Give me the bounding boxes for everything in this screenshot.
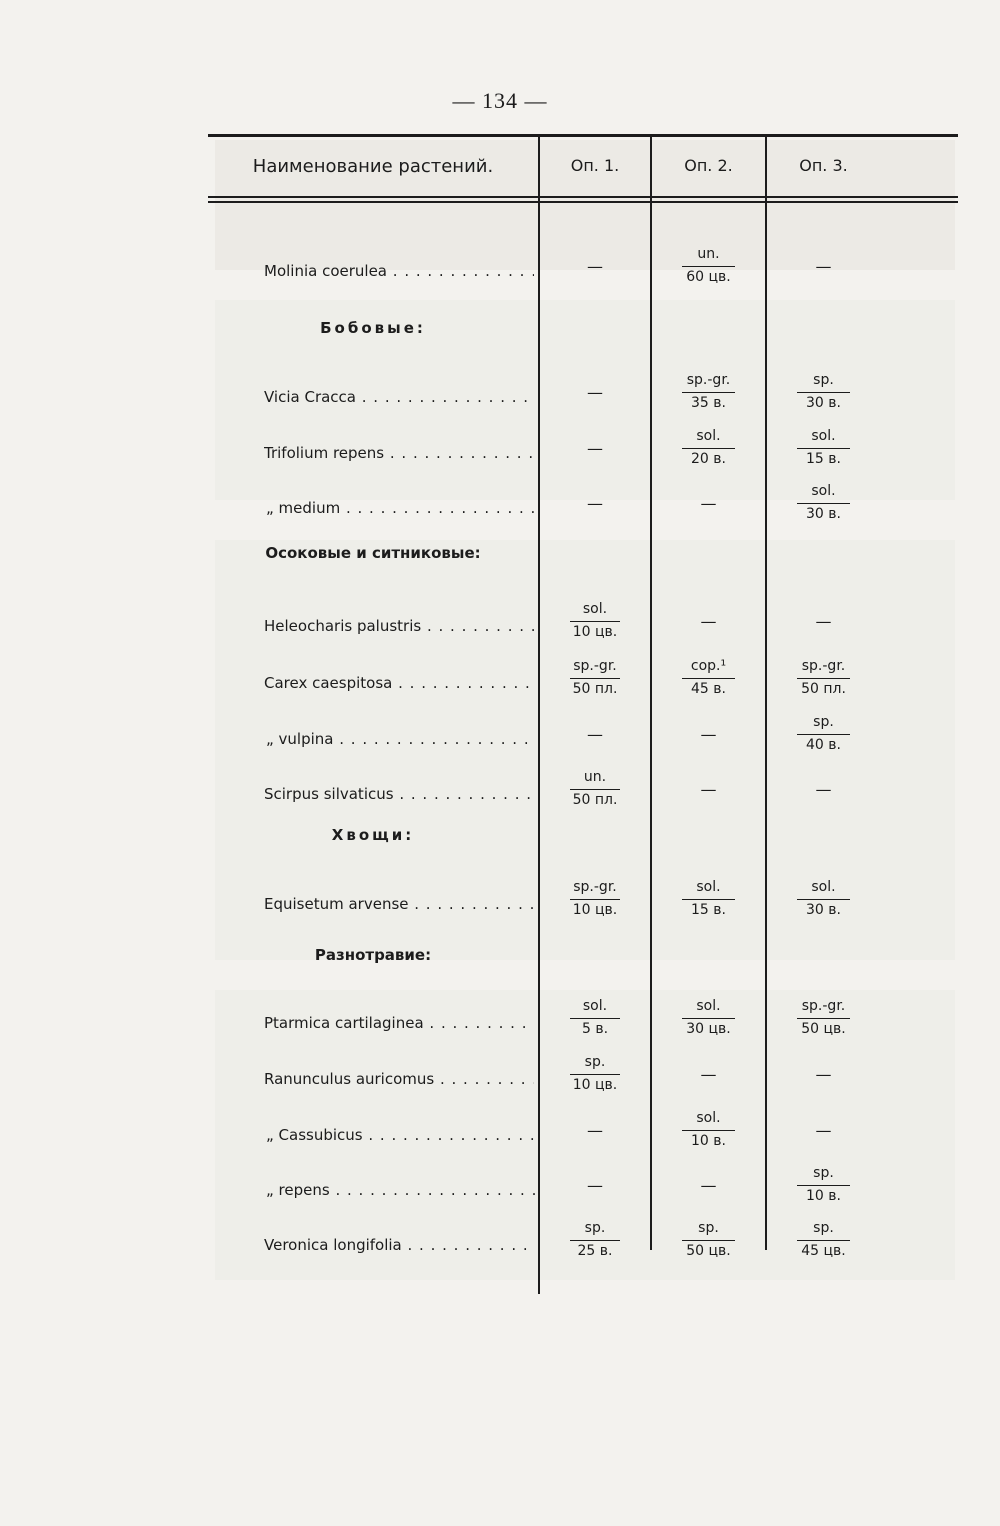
cell-op3 (767, 767, 880, 817)
cell-op1 (540, 1218, 650, 1268)
cell-op1 (540, 1163, 650, 1213)
empty-dash: — (815, 257, 832, 276)
cell-op3 (767, 244, 880, 294)
plant-name: Equisetum arvense . . . (264, 895, 534, 913)
table-row (208, 996, 958, 1046)
plant-name: Ranunculus auricomus . . . (264, 1070, 534, 1088)
section-heading: Осоковые и ситниковые: (265, 544, 481, 562)
table-row (208, 1108, 958, 1158)
height-value: 20 в. (691, 451, 726, 467)
header-plant-name: Наименование растений. (252, 156, 494, 177)
height-value: 25 в. (577, 1243, 613, 1259)
table-row (208, 877, 958, 927)
abundance-value: un. (583, 769, 607, 785)
fraction-line (682, 1130, 735, 1131)
fraction-line (797, 1018, 850, 1019)
cell-op3 (767, 1163, 880, 1213)
empty-dash: — (700, 1176, 717, 1195)
table-row (208, 712, 958, 762)
cell-op2 (652, 1163, 765, 1213)
cell-op2 (652, 1218, 765, 1268)
abundance-value: un. (697, 246, 720, 262)
empty-dash: — (700, 725, 717, 744)
table-row (208, 767, 958, 817)
fraction-line (682, 899, 735, 900)
empty-dash: — (700, 612, 717, 631)
page-number: — 134 — (452, 88, 548, 113)
fraction-line (682, 678, 735, 679)
abundance-value: sol. (696, 879, 721, 895)
plant-name: „ Cassubicus . . . (266, 1126, 536, 1144)
cell-op1 (540, 656, 650, 706)
cell-op2 (652, 996, 765, 1046)
height-value: 50 цв. (686, 1243, 731, 1259)
fraction-line (570, 899, 620, 900)
cell-op3 (767, 996, 880, 1046)
plant-name: Heleocharis palustris . . . (264, 617, 534, 635)
cell-op1 (540, 1052, 650, 1102)
height-value: 10 в. (691, 1133, 726, 1149)
abundance-value: sp. (813, 714, 834, 730)
cell-op2 (652, 1052, 765, 1102)
header-op2: Оп. 2. (684, 156, 733, 175)
cell-op2 (652, 481, 765, 531)
height-value: 45 цв. (801, 1243, 846, 1259)
cell-op3 (767, 656, 880, 706)
cell-op3 (767, 426, 880, 476)
fraction-line (682, 448, 735, 449)
cell-op3 (767, 599, 880, 649)
height-value: 50 пл. (801, 681, 846, 697)
cell-op3 (767, 481, 880, 531)
empty-dash: — (815, 780, 832, 799)
cell-op1 (540, 599, 650, 649)
height-value: 10 в. (806, 1188, 841, 1204)
abundance-value: sol. (582, 998, 608, 1014)
table-row (208, 656, 958, 706)
abundance-value: sp. (813, 372, 834, 388)
fraction-line (797, 503, 850, 504)
empty-dash: — (587, 439, 603, 458)
header-rule-double (208, 201, 958, 203)
empty-dash: — (700, 494, 717, 513)
cell-op2 (652, 1108, 765, 1158)
abundance-value: sol. (811, 879, 836, 895)
abundance-value: cop.¹ (690, 658, 727, 674)
fraction-line (570, 1018, 620, 1019)
height-value: 10 цв. (572, 902, 618, 918)
height-value: 50 пл. (572, 681, 618, 697)
cell-op1 (540, 370, 650, 420)
height-value: 15 в. (806, 451, 841, 467)
height-value: 35 в. (691, 395, 726, 411)
fraction-line (682, 1240, 735, 1241)
plant-name: Vicia Cracca . . . (264, 388, 534, 406)
cell-op2 (652, 712, 765, 762)
cell-op2 (652, 599, 765, 649)
table-row (208, 1163, 958, 1213)
header-op1: Оп. 1. (570, 156, 620, 175)
height-value: 50 пл. (572, 792, 618, 808)
cell-op1 (540, 244, 650, 294)
abundance-value: sp.-gr. (801, 658, 846, 674)
fraction-line (570, 789, 620, 790)
vegetation-table (208, 134, 958, 1294)
table-row (208, 1218, 958, 1268)
cell-op3 (767, 1108, 880, 1158)
cell-op2 (652, 244, 765, 294)
plant-name: Trifolium repens . . . (264, 444, 534, 462)
empty-dash: — (587, 1121, 603, 1140)
abundance-value: sp.-gr. (801, 998, 846, 1014)
height-value: 45 в. (691, 681, 726, 697)
height-value: 30 цв. (686, 1021, 731, 1037)
cell-op2 (652, 370, 765, 420)
abundance-value: sp. (698, 1220, 719, 1236)
abundance-value: sp.-gr. (573, 879, 617, 895)
plant-name: „ repens . . . (266, 1181, 536, 1199)
fraction-line (570, 678, 620, 679)
cell-op1 (540, 767, 650, 817)
cell-op1 (540, 481, 650, 531)
fraction-line (570, 1074, 620, 1075)
height-value: 15 в. (691, 902, 726, 918)
height-value: 40 в. (806, 737, 841, 753)
cell-op2 (652, 426, 765, 476)
fraction-line (570, 1240, 620, 1241)
empty-dash: — (587, 257, 603, 276)
cell-op3 (767, 1052, 880, 1102)
empty-dash: — (815, 1065, 832, 1084)
plant-name: „ medium . . . (266, 499, 536, 517)
table-row (208, 426, 958, 476)
height-value: 10 цв. (572, 624, 618, 640)
table-row (208, 370, 958, 420)
cell-op3 (767, 370, 880, 420)
height-value: 5 в. (581, 1021, 609, 1037)
abundance-value: sol. (811, 428, 836, 444)
abundance-value: sp.-gr. (573, 658, 617, 674)
empty-dash: — (587, 494, 603, 513)
height-value: 60 цв. (686, 269, 731, 285)
empty-dash: — (815, 1121, 832, 1140)
cell-op1 (540, 1108, 650, 1158)
height-value: 30 в. (806, 902, 841, 918)
fraction-line (797, 448, 850, 449)
cell-op3 (767, 1218, 880, 1268)
table-row (208, 481, 958, 531)
section-heading: Разнотравие: (314, 946, 432, 964)
section-heading: Хвощи: (331, 826, 415, 844)
abundance-value: sol. (696, 428, 721, 444)
abundance-value: sp. (584, 1220, 606, 1236)
fraction-line (797, 899, 850, 900)
abundance-value: sol. (582, 601, 608, 617)
plant-name: „ vulpina . . . (266, 730, 536, 748)
section-heading: Бобовые: (320, 319, 426, 337)
height-value: 30 в. (806, 395, 841, 411)
plant-name: Carex caespitosa . . . (264, 674, 534, 692)
fraction-line (797, 734, 850, 735)
cell-op1 (540, 426, 650, 476)
cell-op1 (540, 877, 650, 927)
height-value: 30 в. (806, 506, 841, 522)
plant-name: Ptarmica cartilaginea . . . (264, 1014, 534, 1032)
cell-op3 (767, 877, 880, 927)
abundance-value: sp. (813, 1165, 834, 1181)
fraction-line (797, 1185, 850, 1186)
cell-op1 (540, 996, 650, 1046)
abundance-value: sol. (696, 1110, 721, 1126)
empty-dash: — (587, 383, 603, 402)
abundance-value: sp.-gr. (686, 372, 731, 388)
cell-op2 (652, 767, 765, 817)
cell-op2 (652, 656, 765, 706)
height-value: 10 цв. (572, 1077, 618, 1093)
abundance-value: sp. (813, 1220, 834, 1236)
header-rule (208, 196, 958, 198)
height-value: 50 цв. (801, 1021, 846, 1037)
abundance-value: sol. (696, 998, 721, 1014)
fraction-line (682, 392, 735, 393)
abundance-value: sp. (584, 1054, 606, 1070)
fraction-line (682, 1018, 735, 1019)
cell-op1 (540, 712, 650, 762)
plant-name: Veronica longifolia . . . (264, 1236, 534, 1254)
table-row (208, 599, 958, 649)
empty-dash: — (700, 1065, 717, 1084)
table-row (208, 244, 958, 294)
empty-dash: — (587, 725, 603, 744)
plant-name: Molinia coerulea . . . (264, 262, 534, 280)
cell-op3 (767, 712, 880, 762)
fraction-line (682, 266, 735, 267)
table-top-rule (208, 134, 958, 137)
fraction-line (797, 678, 850, 679)
header-op3: Оп. 3. (799, 156, 848, 175)
empty-dash: — (587, 1176, 603, 1195)
abundance-value: sol. (811, 483, 836, 499)
table-row (208, 1052, 958, 1102)
fraction-line (797, 392, 850, 393)
empty-dash: — (700, 780, 717, 799)
fraction-line (570, 621, 620, 622)
empty-dash: — (815, 612, 832, 631)
fraction-line (797, 1240, 850, 1241)
cell-op2 (652, 877, 765, 927)
plant-name: Scirpus silvaticus . . . (264, 785, 534, 803)
